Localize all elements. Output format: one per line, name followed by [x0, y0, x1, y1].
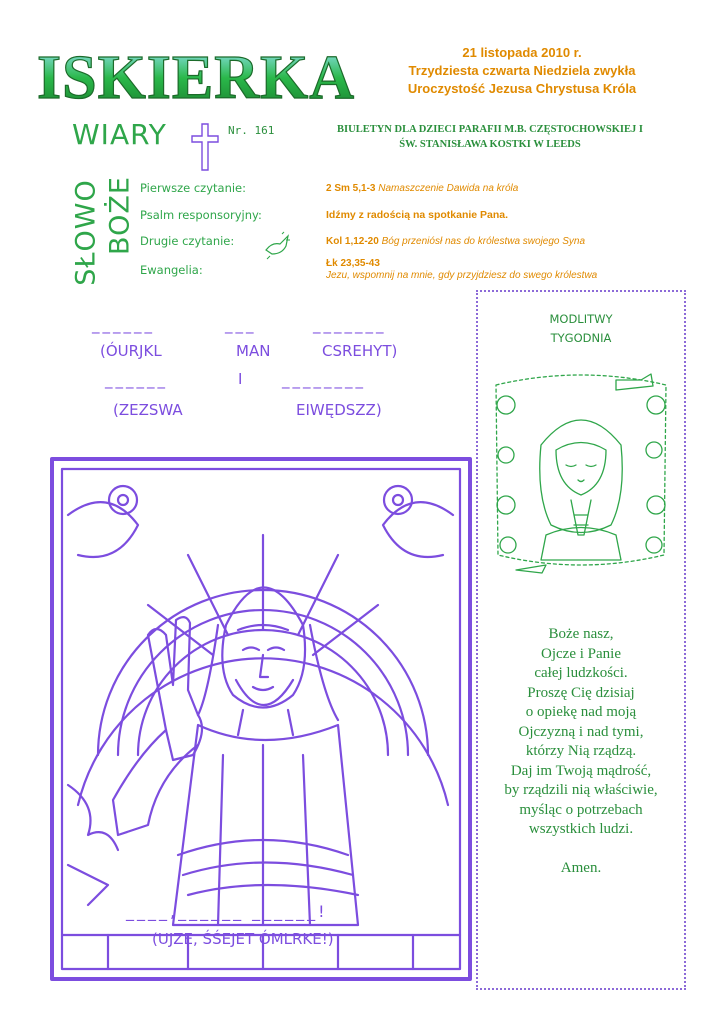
puzzle-connector: I — [238, 370, 243, 388]
bulletin-line: ŚW. STANISŁAWA KOSTKI W LEEDS — [399, 139, 581, 150]
puzzle-word: MAN — [236, 342, 271, 360]
puzzle-blank: ___ — [225, 316, 257, 334]
dove-icon — [262, 230, 294, 262]
prayer-amen: Amen. — [560, 860, 602, 876]
header-date — [372, 44, 672, 98]
boze-word: BOŻE — [104, 176, 136, 255]
prayer-line: którzy Nią rządzą. — [525, 743, 637, 759]
slowo-word: SŁOWO — [70, 179, 102, 286]
prayer-line: o opiekę nad moją — [525, 704, 637, 720]
prayer-line: Proszę Cię dzisiaj — [527, 684, 635, 701]
reading-label: Pierwsze czytanie: — [140, 181, 246, 195]
prayer-line: wszystkich ludzi. — [528, 821, 634, 837]
puzzle-word: (ÓURJKL — [100, 342, 162, 360]
bulletin-subtitle — [300, 122, 680, 152]
wiary-heading: WIARY — [72, 118, 167, 151]
svg-text:ISKIERKA: ISKIERKA — [36, 44, 356, 112]
puzzle-word: CSREHYT) — [322, 342, 398, 360]
prayer-text — [478, 625, 684, 879]
prayer-line: Daj im Twoją mądrość, — [510, 762, 652, 779]
prayer-line: myśląc o potrzebach — [519, 801, 643, 818]
puzzle-blank: ______ — [92, 316, 155, 334]
iskierka-logo — [36, 38, 356, 118]
feast-line: Uroczystość Jezusa Chrystusa Króla — [407, 81, 637, 96]
reading-ref: Idźmy z radością na spotkanie Pana. — [326, 209, 509, 221]
puzzle-blank: ______ — [105, 371, 168, 389]
prayer-line: Ojcze i Panie — [541, 645, 621, 662]
puzzle-blank: ____,______ ______! — [126, 902, 328, 921]
prayer-line — [478, 840, 684, 860]
issue-number: Nr. 161 — [228, 124, 275, 137]
puzzle-word: (UJZE, ŚŚEJET ÓMLRKE!) — [152, 930, 334, 948]
prayer-line: Boże nasz, — [548, 626, 614, 642]
bulletin-line: BIULETYN DLA DZIECI PARAFII M.B. CZĘSTOCHOWSKIEJ I — [337, 124, 643, 135]
cross-icon — [188, 122, 222, 172]
date-line: 21 listopada 2010 r. — [462, 45, 582, 60]
reading-label: Psalm responsoryjny: — [140, 208, 262, 222]
praying-child-image — [486, 365, 676, 580]
prayer-heading — [478, 310, 684, 348]
puzzle-blank: ________ — [282, 371, 366, 389]
reading-label: Ewangelia: — [140, 263, 203, 277]
reading-desc: Jezu, wspomnij na mnie, gdy przyjdziesz do swego królestwa — [326, 270, 598, 281]
prayer-line: by rządzili nią właściwie, — [504, 782, 658, 798]
reading-ref: Łk 23,35-43 — [326, 258, 380, 269]
slowo-boze-vertical — [48, 172, 136, 296]
sunday-line: Trzydziesta czwarta Niedziela zwykła — [408, 63, 636, 78]
prayer-line: Ojczyzną i nad tymi, — [518, 723, 644, 740]
prayer-heading-line: TYGODNIA — [550, 331, 612, 345]
reading-ref: Kol 1,12-20 Bóg przeniósł nas do królestwa swojego Syna — [326, 236, 586, 247]
puzzle-blank: _______ — [313, 316, 387, 334]
reading-ref: 2 Sm 5,1-3 Namaszczenie Dawida na króla — [326, 183, 519, 194]
reading-label: Drugie czytanie: — [140, 234, 235, 248]
puzzle-word: (ZEZSWA — [113, 401, 183, 419]
prayer-line: całej ludzkości. — [534, 665, 628, 681]
puzzle-word: EIWĘDSZZ) — [296, 401, 382, 419]
prayer-heading-line: MODLITWY — [549, 312, 613, 326]
